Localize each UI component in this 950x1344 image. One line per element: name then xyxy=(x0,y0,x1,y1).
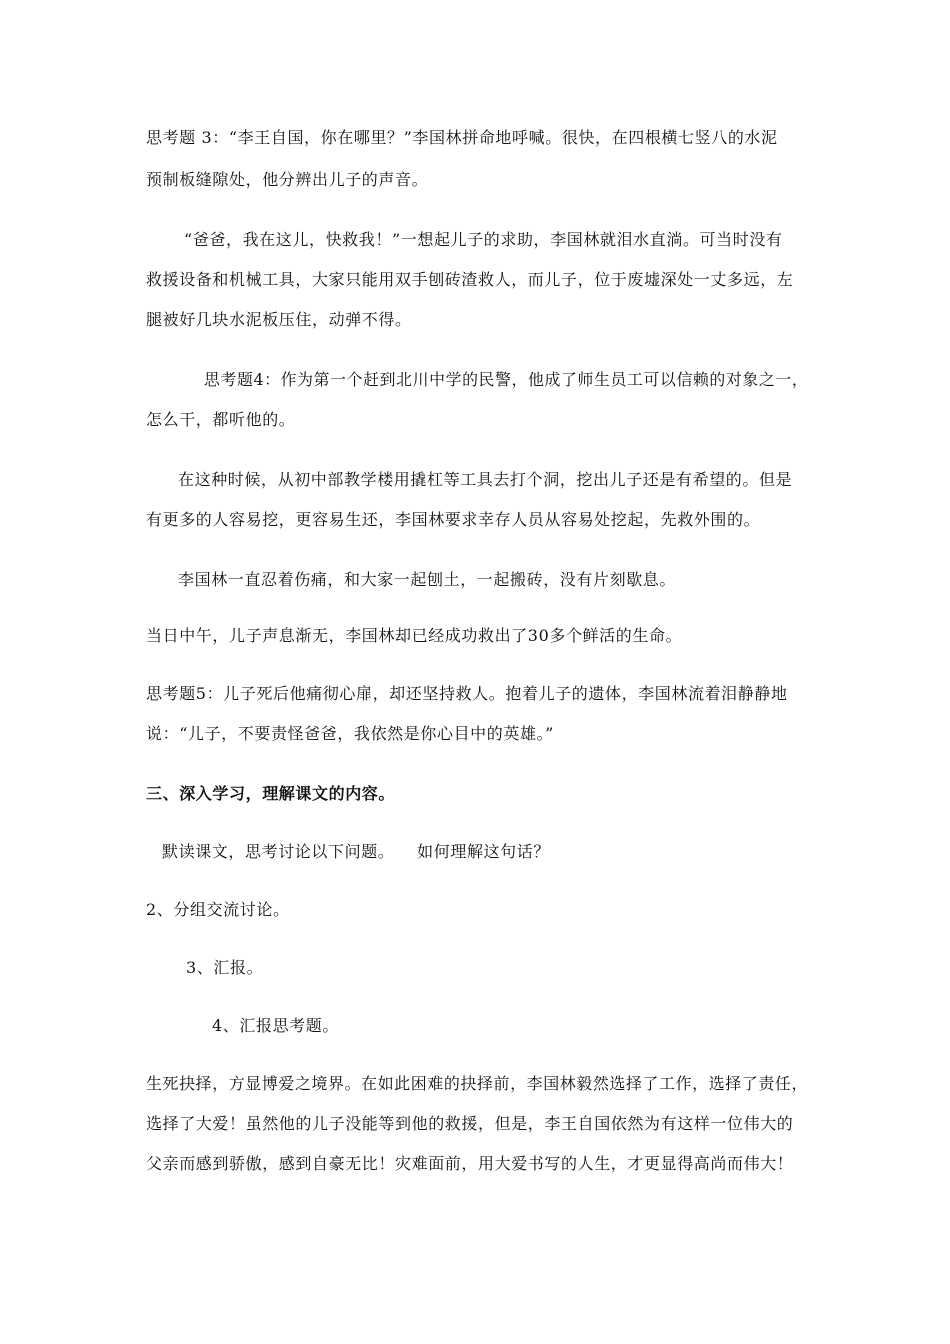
conclusion-line-1: 生死抉择，方显博爱之境界。在如此困难的抉择前，李国林毅然选择了工作，选择了责任， xyxy=(146,1074,809,1093)
choice-paragraph-line-2: 有更多的人容易挖，更容易生还，李国林要求幸存人员从容易处挖起，先救外围的。 xyxy=(146,510,761,529)
rescue-paragraph-line-2: 救援设备和机械工具，大家只能用双手刨砖渣救人，而儿子，位于废墟深处一丈多远，左 xyxy=(146,270,794,289)
conclusion-line-2: 选择了大爱！虽然他的儿子没能等到他的救援，但是，李王自国依然为有这样一位伟大的 xyxy=(146,1114,794,1133)
question-5-line-1: 思考题5：儿子死后他痛彻心扉，却还坚持救人。抱着儿子的遗体，李国林流着泪静静地 xyxy=(146,684,788,703)
question-4-line-1: 思考题4：作为第一个赶到北川中学的民警，他成了师生员工可以信赖的对象之一， xyxy=(204,370,809,389)
question-3-line-2: 预制板缝隙处，他分辨出儿子的声音。 xyxy=(146,170,429,189)
step-1-read: 默读课文，思考讨论以下问题。 如何理解这句话？ xyxy=(162,842,550,861)
pain-paragraph: 李国林一直忍着伤痛，和大家一起刨土，一起搬砖，没有片刻歇息。 xyxy=(178,570,677,589)
rescue-paragraph-line-3: 腿被好几块水泥板压住，动弹不得。 xyxy=(146,310,412,329)
section-heading: 三、深入学习，理解课文的内容。 xyxy=(146,784,396,803)
noon-paragraph: 当日中午，儿子声息渐无，李国林却已经成功救出了30多个鲜活的生命。 xyxy=(146,626,683,645)
step-3-report: 3、汇报。 xyxy=(186,958,264,977)
question-3-line-1: 思考题 3：“李王自国，你在哪里？”李国林拼命地呼喊。很快，在四根横七竖八的水泥 xyxy=(146,128,778,147)
step-4-report-questions: 4、汇报思考题。 xyxy=(212,1016,339,1035)
rescue-paragraph-line-1: “爸爸，我在这儿，快救我！”一想起儿子的求助，李国林就泪水直淌。可当时没有 xyxy=(184,230,783,249)
step-2-discuss: 2、分组交流讨论。 xyxy=(146,900,290,919)
choice-paragraph-line-1: 在这种时候，从初中部教学楼用撬杠等工具去打个洞，挖出儿子还是有希望的。但是 xyxy=(178,470,793,489)
conclusion-line-3: 父亲而感到骄傲，感到自豪无比！灾难面前，用大爱书写的人生，才更显得高尚而伟大！ xyxy=(146,1154,794,1173)
question-4-line-2: 怎么干，都听他的。 xyxy=(146,410,296,429)
question-5-line-2: 说：“儿子，不要责怪爸爸，我依然是你心目中的英雄。” xyxy=(146,724,554,743)
